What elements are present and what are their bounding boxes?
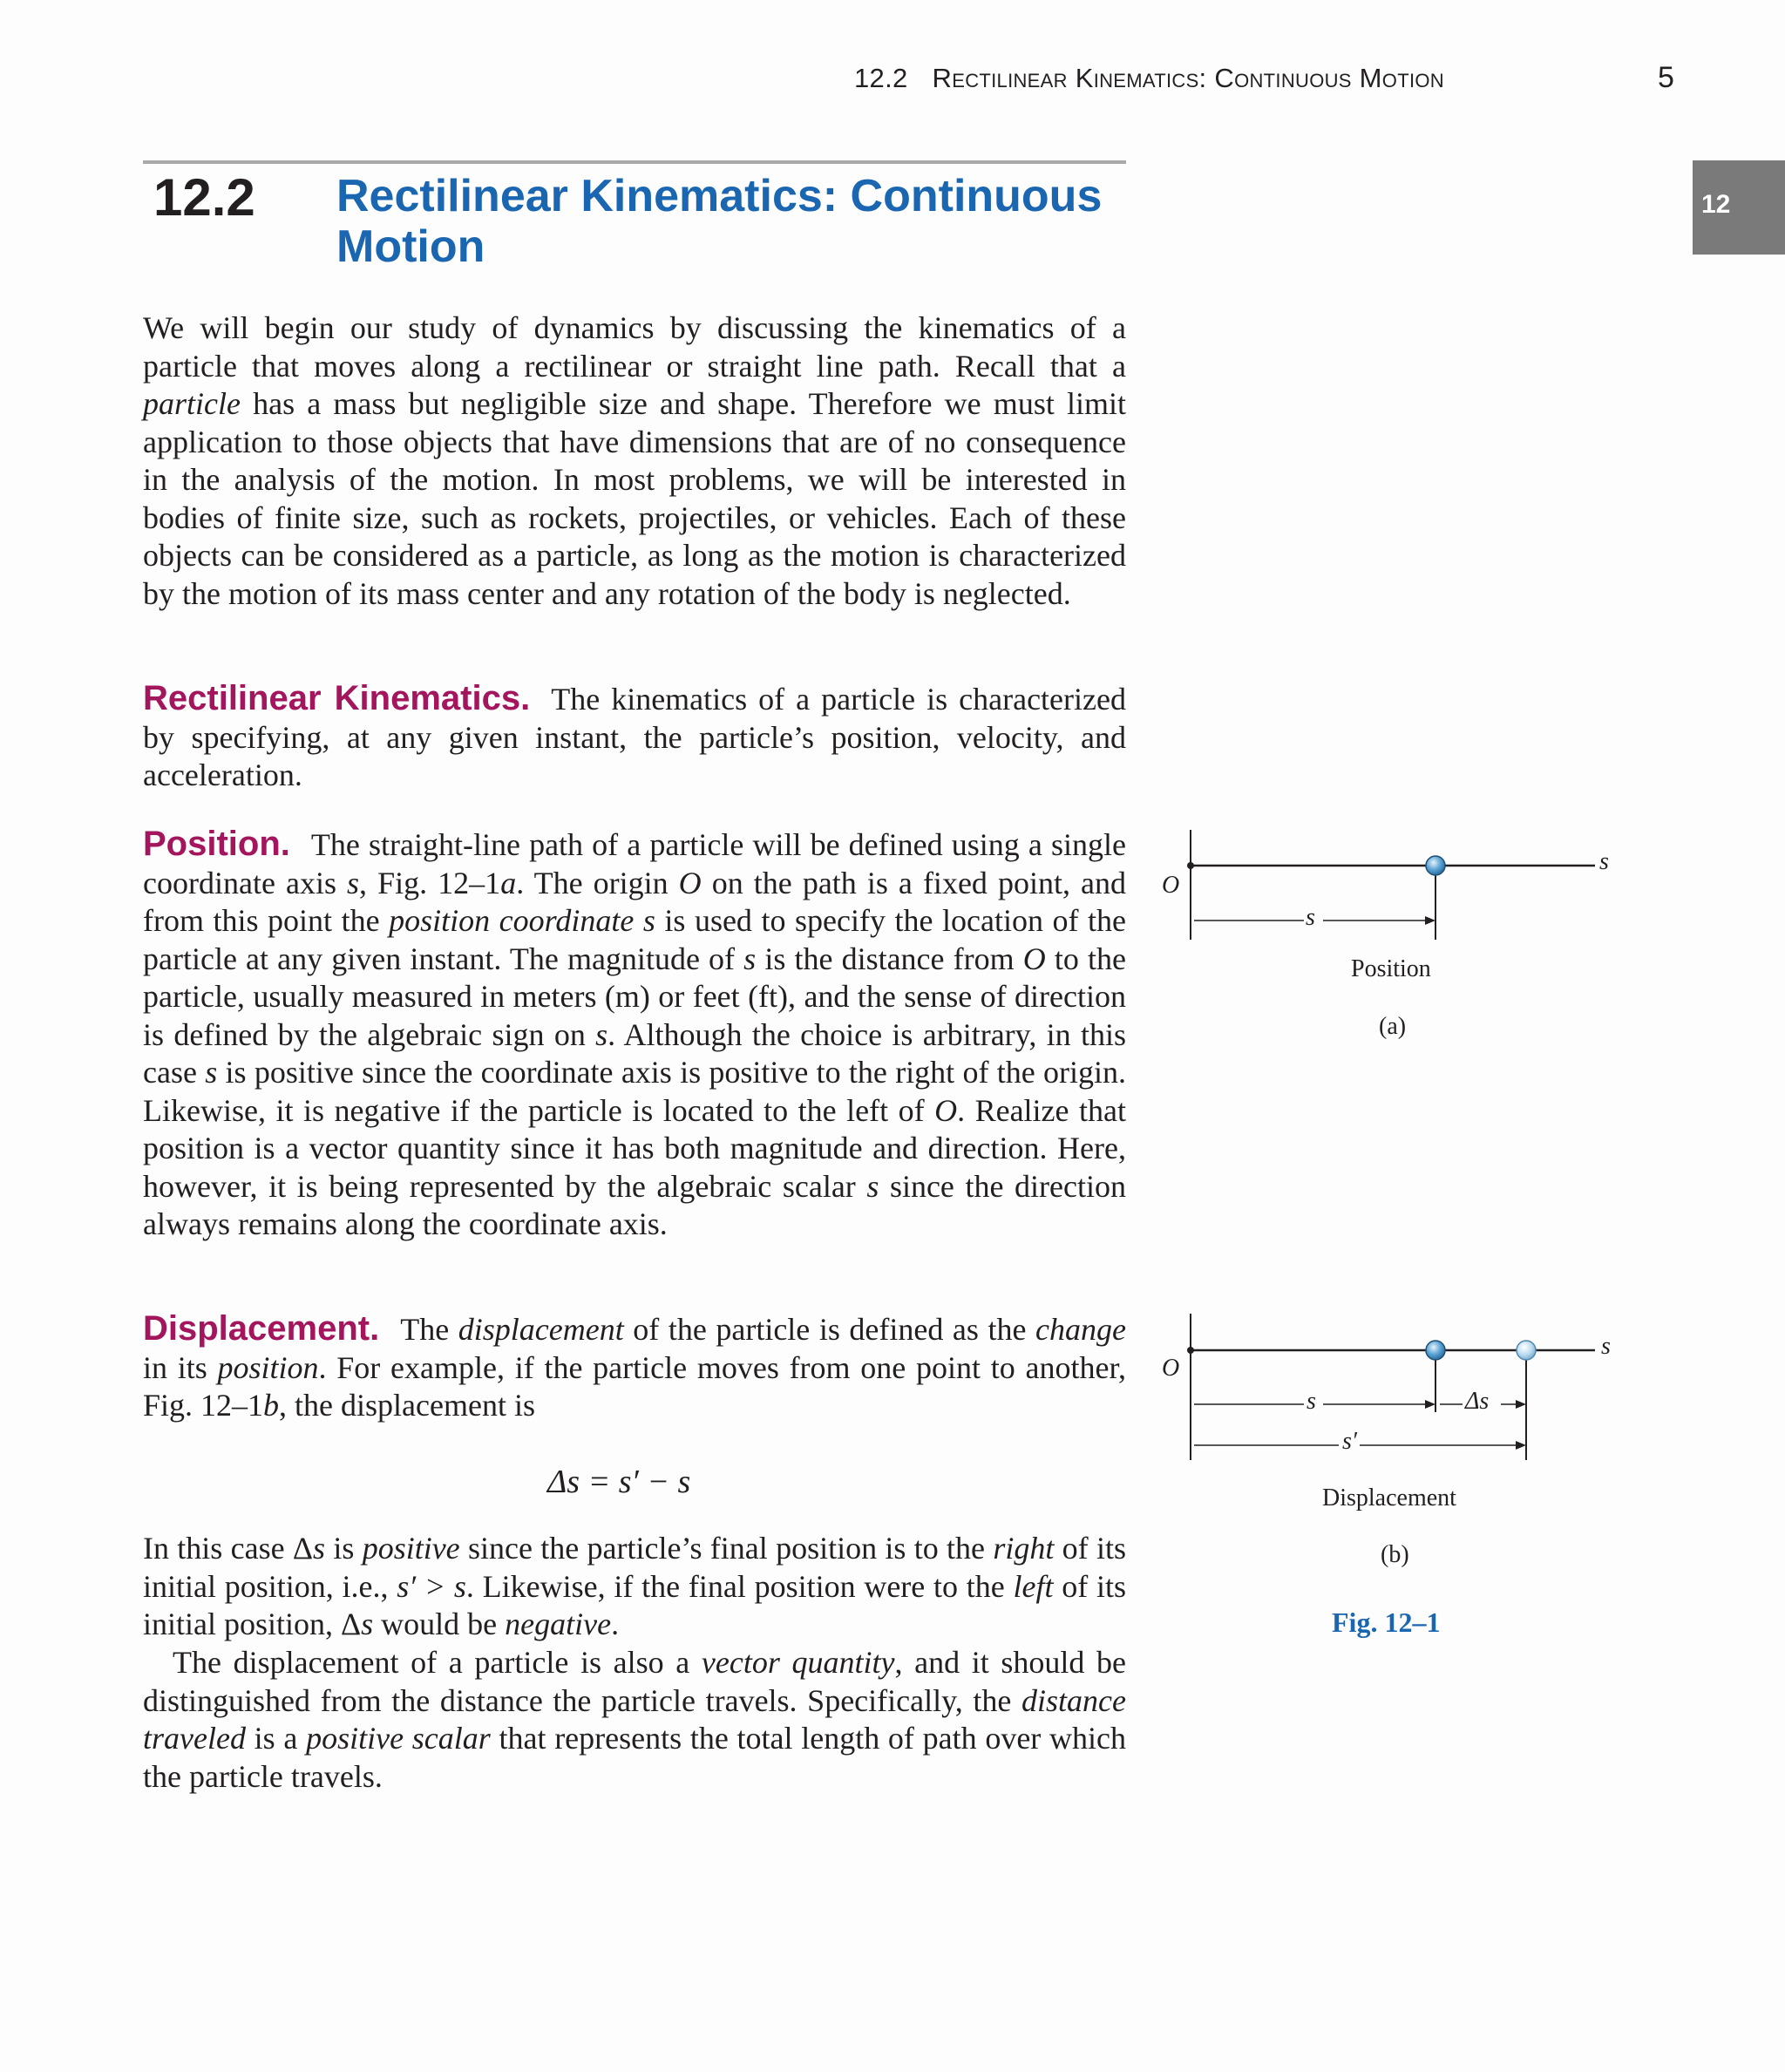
position-text: O	[1022, 941, 1046, 976]
position-text: is positive since the coordinate axis is positive to the right of the origin. Likewise, it is negative if the particle is located to the left of	[143, 1055, 1126, 1128]
origin-point	[1187, 1347, 1194, 1354]
particle	[1426, 856, 1445, 875]
position-text: position coordinate s	[389, 903, 655, 938]
rectilinear-kinematics-paragraph	[143, 680, 1126, 795]
last-text: positive scalar	[306, 1721, 491, 1756]
intro-paragraph	[143, 309, 1126, 613]
displacement-text: The	[400, 1312, 458, 1347]
rectilinear-kinematics-text: The kinematics of a particle is characterized by specifying, at any given instant, the particle’s position, velocity, and acceleration.	[143, 682, 1126, 792]
displacement-paragraph	[143, 1310, 1126, 1425]
displacement-text: . For example, if the particle moves from one point to another, Fig. 12–1	[143, 1349, 1127, 1423]
position-heading: Position.	[143, 825, 290, 863]
position-figure-sub: (a)	[1379, 1013, 1407, 1040]
origin-point	[1187, 862, 1194, 869]
displacement-figure-title: Displacement	[1322, 1484, 1456, 1512]
ds-dimension-arrowhead	[1516, 1400, 1526, 1409]
running-head-title: Rectilinear Kinematics: Continuous Motion	[932, 63, 1444, 93]
position-text: The straight-line path of a particle will be defined using a single coordinate axis	[143, 827, 1126, 900]
figure-displacement	[1133, 1303, 1656, 1643]
last-text: distance traveled	[143, 1682, 1126, 1756]
displacement-equation: Δs = s′ − s	[547, 1464, 691, 1500]
displacement-text: of the particle is defined as the	[623, 1312, 1036, 1347]
position-paragraph	[143, 825, 1126, 1244]
after-eq-text: s′ > s	[397, 1568, 466, 1604]
position-text: O	[678, 865, 702, 900]
after-eq-text: s	[361, 1607, 374, 1641]
position-dimension-label: s	[1306, 904, 1315, 931]
after-eq-text: In this case Δ	[143, 1531, 314, 1566]
origin-label: O	[1162, 1355, 1180, 1382]
intro-text-a: We will begin our study of dynamics by discussing the kinematics of a particle that moves along a rectilinear or straight line path. Recall that a	[143, 310, 1126, 384]
position-figure-title: Position	[1351, 955, 1431, 982]
position-text: since the direction always remains along the coordinate axis.	[143, 1168, 1126, 1241]
figure-caption: Fig. 12–1	[1332, 1607, 1441, 1638]
position-text: . The origin	[516, 865, 679, 900]
after-eq-text: . Likewise, if the final position were to the	[465, 1568, 1014, 1604]
displacement-text: position	[217, 1349, 319, 1385]
s-dimension-label: s	[1307, 1388, 1316, 1415]
axis-label: s	[1599, 848, 1609, 875]
displacement-figure-sub: (b)	[1381, 1541, 1409, 1568]
last-text: is a	[245, 1721, 307, 1756]
rectilinear-kinematics-heading: Rectilinear Kinematics.	[143, 679, 531, 717]
displacement-text: in its	[143, 1349, 218, 1385]
position-text: on the path is a fixed point, and from this point the	[143, 865, 1127, 938]
chapter-tab: 12	[1693, 160, 1785, 255]
running-head-section-number: 12.2	[854, 63, 908, 93]
figure-position	[1133, 819, 1656, 1046]
displacement-text: , the displacement is	[279, 1388, 535, 1423]
displacement-text: displacement	[458, 1312, 624, 1347]
position-text: s	[595, 1016, 608, 1052]
page-number: 5	[1658, 61, 1674, 94]
after-eq-text: would be	[373, 1607, 506, 1641]
position-text: . Realize that position is a vector quantity since it has both magnitude and direction. Here, however, it is being represented by the algebraic scalar	[143, 1092, 1126, 1204]
intro-text-particle: particle	[143, 386, 241, 421]
axis-label: s	[1601, 1333, 1611, 1360]
after-eq-text: right	[993, 1531, 1055, 1566]
last-text: that represents the total length of path over which the particle travels.	[143, 1721, 1126, 1794]
last-text: The displacement of a particle is also a	[173, 1645, 702, 1680]
particle-final	[1517, 1341, 1536, 1360]
displacement-text: b	[263, 1388, 280, 1423]
after-eq-text: is	[325, 1531, 363, 1566]
after-equation-paragraph	[143, 1530, 1126, 1644]
position-text: a	[500, 865, 517, 900]
position-text: is the distance from	[756, 941, 1023, 976]
after-eq-text: positive	[362, 1531, 460, 1566]
after-eq-text: of its initial position, i.e.,	[143, 1531, 1126, 1604]
particle-initial	[1426, 1341, 1445, 1360]
after-eq-text: of its initial position, Δ	[143, 1568, 1126, 1641]
section-title: Rectilinear Kinematics: Continuous Motion	[336, 171, 1103, 272]
position-text: to the particle, usually measured in meters (m) or feet (ft), and the sense of direction is defined by the algebraic sign on	[143, 941, 1127, 1052]
last-text: , and it should be distinguished from the distance the particle travels. Specifically, the	[143, 1645, 1126, 1718]
displacement-heading: Displacement.	[143, 1309, 380, 1348]
vector-quantity-paragraph	[143, 1644, 1126, 1796]
after-eq-text: left	[1013, 1568, 1054, 1604]
position-diagram	[1133, 819, 1656, 1046]
position-text: , Fig. 12–1	[359, 865, 501, 900]
intro-text-c: has a mass but negligible size and shape. Therefore we must limit application to those objects that have dimensions that are of no consequence in the analysis of the motion. In most problems, we will be interested in bodies of finite size, such as rockets, projectiles, or vehicles. Each of these objects can be considered as a particle, as long as the motion is characterized by the motion of its mass center and any rotation of the body is neglected.	[143, 386, 1126, 611]
after-eq-text: s	[313, 1531, 326, 1566]
position-text: is used to specify the location of the particle at any given instant. The magnitude of	[143, 903, 1126, 976]
position-text: s	[347, 865, 360, 900]
position-text: s	[205, 1055, 218, 1090]
running-head	[854, 63, 1482, 94]
s-prime-dimension-label: s′	[1342, 1428, 1358, 1455]
position-text: O	[934, 1092, 958, 1128]
position-text: s	[743, 941, 757, 976]
section-number: 12.2	[153, 168, 255, 227]
position-text: . Although the choice is arbitrary, in this case	[143, 1016, 1126, 1090]
after-eq-text: negative	[505, 1607, 612, 1641]
after-eq-text: since the particle’s final position is to the	[459, 1531, 994, 1566]
after-eq-text: .	[611, 1607, 620, 1641]
position-text: s	[866, 1168, 879, 1204]
origin-label: O	[1162, 872, 1180, 899]
sprime-dimension-arrowhead	[1516, 1441, 1526, 1450]
section-rule	[143, 160, 1126, 164]
dimension-arrowhead	[1425, 916, 1435, 925]
last-text: vector quantity	[701, 1645, 895, 1680]
displacement-text: change	[1035, 1312, 1126, 1347]
delta-s-dimension-label: Δs	[1465, 1388, 1490, 1415]
s-dimension-arrowhead	[1425, 1400, 1435, 1409]
